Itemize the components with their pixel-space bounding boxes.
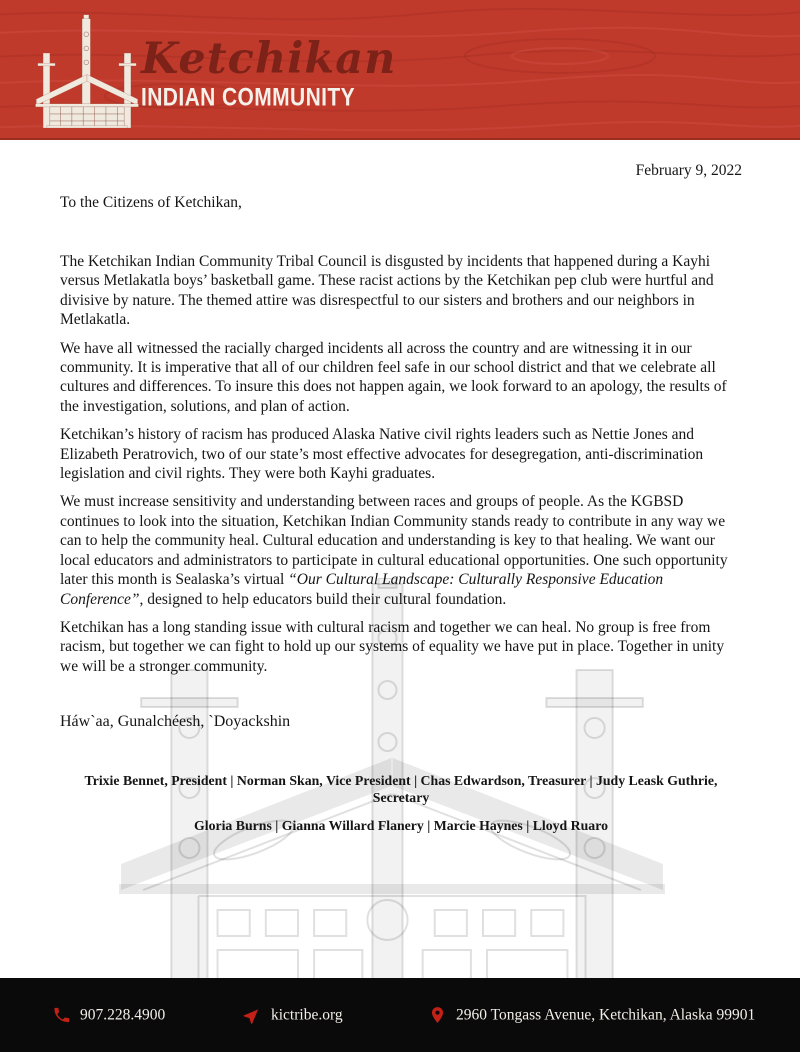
brand-script-title: Ketchikan	[141, 34, 397, 84]
council-members-line: Gloria Burns | Gianna Willard Flanery | Marcie Haynes | Lloyd Ruaro	[194, 818, 608, 834]
footer-website-text: kictribe.org	[271, 1006, 343, 1023]
paragraph-4-tail: , designed to help educators build their cultural foundation.	[139, 590, 507, 608]
salutation: To the Citizens of Ketchikan,	[60, 194, 242, 211]
footer-phone	[52, 1006, 165, 1025]
brand-lockup	[141, 34, 397, 112]
letter-date: February 9, 2022	[635, 162, 742, 179]
paragraph-3: Ketchikan’s history of racism has produced Alaska Native civil rights leaders such as Nettie Jones and Elizabeth Peratrovich, two of our state’s most effective advocates for desegregation, anti-discrimination legislation and civil rights. They were both Kayhi graduates.	[60, 426, 704, 483]
conference-title: “Our Cultural Landscape: Culturally Responsive Education Conference”	[60, 571, 664, 608]
clan-house-logo-icon	[34, 14, 140, 128]
phone-icon	[52, 1006, 71, 1025]
footer-bar	[0, 978, 800, 1052]
footer-address-text: 2960 Tongass Avenue, Ketchikan, Alaska 99901	[456, 1006, 756, 1023]
letter-body	[60, 252, 742, 676]
paragraph-5: Ketchikan has a long standing issue with cultural racism and together we can heal. No group is free from racism, but together we can fight to hold up our systems of equality we have put in place. Together in unity we will be a stronger community.	[60, 618, 725, 675]
closing-thanks: Háw`aa, Gunalchéesh, `Doyackshin	[60, 713, 291, 731]
paragraph-4-lead: We must increase sensitivity and understanding between races and groups of people. As the KGBSD continues to look into the situation, Ketchikan Indian Community stands ready to contribute in any way we can to help the community heal. Cultural education and understanding is key to that healing. We want our local educators and administrators to participate in cultural educational opportunities. One such opportunity later this month is Sealaska’s virtual	[60, 493, 728, 589]
footer-address	[428, 1006, 755, 1025]
council-officers-line: Trixie Bennet, President | Norman Skan, Vice President | Chas Edwardson, Treasurer | Judy Leask Guthrie, Secretary	[84, 773, 718, 805]
cursor-arrow-icon	[243, 1006, 262, 1025]
letter-content	[60, 138, 742, 835]
tribal-council-signatures	[60, 773, 742, 835]
map-pin-icon	[428, 1006, 447, 1025]
paragraph-1: The Ketchikan Indian Community Tribal Council is disgusted by incidents that happened during a Kayhi versus Metlakatla boys’ basketball game. These racist actions by the Ketchikan pep club were hurtful and divisive by nature. The themed attire was disrespectful to our sisters and brothers and our neighbors in Metlakatla.	[60, 253, 714, 329]
paragraph-2: We have all witnessed the racially charged incidents all across the country and are witnessing it in our community. It is imperative that all of our children feel safe in our school district and that we celebrate all cultures and differences. To insure this does not happen again, we look forward to an apology, the results of the investigation, solutions, and plan of action.	[60, 339, 727, 415]
header-banner	[0, 0, 800, 140]
brand-caps-title: INDIAN COMMUNITY	[141, 84, 356, 112]
footer-website	[243, 1006, 343, 1025]
paragraph-4	[60, 492, 742, 608]
footer-phone-text: 907.228.4900	[80, 1006, 166, 1023]
